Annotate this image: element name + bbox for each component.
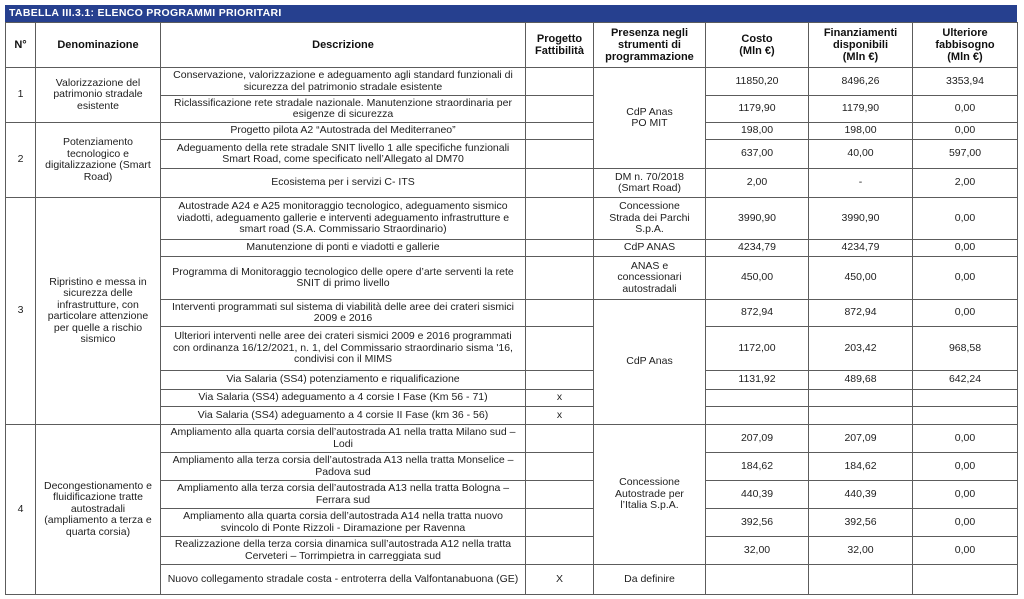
fabbisogno-cell: 2,00 [913, 169, 1018, 198]
denominazione-cell: Potenziamento tecnologico e digitalizzazione (Smart Road) [36, 123, 161, 198]
finanziamenti-cell [809, 565, 913, 595]
finanziamenti-cell [809, 390, 913, 407]
progetto-fattibilita-cell: x [526, 407, 594, 425]
finanziamenti-cell: 450,00 [809, 257, 913, 300]
descrizione-cell: Manutenzione di ponti e viadotti e gallerie [161, 240, 526, 257]
fabbisogno-cell: 642,24 [913, 371, 1018, 390]
programs-table [5, 22, 1018, 595]
costo-cell: 1172,00 [706, 327, 809, 371]
descrizione-cell: Ulteriori interventi nelle aree dei crateri sismici 2009 e 2016 programmati con ordinanza 16/12/2021, n. 1, del Commissario straordinario sisma '16, condivisi con il MIMS [161, 327, 526, 371]
progetto-fattibilita-cell [526, 509, 594, 537]
denominazione-cell: Ripristino e messa in sicurezza delle infrastrutture, con particolare attenzione per quelle a rischio sismico [36, 198, 161, 425]
costo-cell: 207,09 [706, 425, 809, 453]
fabbisogno-cell [913, 390, 1018, 407]
descrizione-cell: Progetto pilota A2 “Autostrada del Mediterraneo” [161, 123, 526, 140]
finanziamenti-cell: 3990,90 [809, 198, 913, 240]
header-line: disponibili [833, 39, 888, 51]
costo-cell: 198,00 [706, 123, 809, 140]
progetto-fattibilita-cell [526, 240, 594, 257]
finanziamenti-cell: 203,42 [809, 327, 913, 371]
header-line: (Mln €) [739, 45, 775, 57]
fabbisogno-cell: 0,00 [913, 198, 1018, 240]
progetto-fattibilita-cell [526, 198, 594, 240]
header-line: (Mln €) [842, 51, 879, 63]
progetto-fattibilita-cell [526, 327, 594, 371]
header-row [6, 23, 1018, 68]
table-row [6, 123, 1018, 140]
header-line: programmazione [605, 51, 694, 63]
presenza-cell: Da definire [594, 565, 706, 595]
progetto-fattibilita-cell [526, 140, 594, 169]
header-line: (Mln €) [947, 51, 983, 63]
costo-cell: 184,62 [706, 453, 809, 481]
fabbisogno-cell: 0,00 [913, 123, 1018, 140]
presenza-cell: CdP ANAS [594, 240, 706, 257]
header-line: Fattibilità [535, 45, 584, 57]
costo-cell: 1179,90 [706, 96, 809, 123]
progetto-fattibilita-cell [526, 96, 594, 123]
descrizione-cell: Nuovo collegamento stradale costa - entroterra della Valfontanabuona (GE) [161, 565, 526, 595]
progetto-fattibilita-cell [526, 425, 594, 453]
descrizione-cell: Programma di Monitoraggio tecnologico delle opere d’arte serventi la rete SNIT di primo livello [161, 257, 526, 300]
descrizione-cell: Ecosistema per i servizi C- ITS [161, 169, 526, 198]
fabbisogno-cell: 968,58 [913, 327, 1018, 371]
costo-cell: 392,56 [706, 509, 809, 537]
costo-cell: 32,00 [706, 537, 809, 565]
header-presenza [594, 23, 706, 68]
header-numero: N° [6, 23, 36, 68]
header-line: strumenti di [618, 39, 681, 51]
program-number-cell: 4 [6, 425, 36, 595]
descrizione-cell: Via Salaria (SS4) adeguamento a 4 corsie I Fase (Km 56 - 71) [161, 390, 526, 407]
progetto-fattibilita-cell: X [526, 565, 594, 595]
finanziamenti-cell: 872,94 [809, 300, 913, 327]
finanziamenti-cell: 489,68 [809, 371, 913, 390]
costo-cell: 1131,92 [706, 371, 809, 390]
presenza-line: PO MIT [631, 117, 668, 129]
progetto-fattibilita-cell [526, 371, 594, 390]
progetto-fattibilita-cell [526, 481, 594, 509]
presenza-cell: Concessione Autostrade per l’Italia S.p.A. [594, 425, 706, 565]
header-line: Presenza negli [610, 27, 689, 39]
descrizione-cell: Via Salaria (SS4) potenziamento e riqualificazione [161, 371, 526, 390]
fabbisogno-cell: 0,00 [913, 453, 1018, 481]
denominazione-cell: Decongestionamento e fluidificazione tratte autostradali (ampliamento a terza e quarta corsia) [36, 425, 161, 595]
descrizione-cell: Realizzazione della terza corsia dinamica sull’autostrada A12 nella tratta Cerveteri – Torrimpietra in carreggiata sud [161, 537, 526, 565]
finanziamenti-cell: 440,39 [809, 481, 913, 509]
program-number-cell: 3 [6, 198, 36, 425]
descrizione-cell: Ampliamento alla terza corsia dell’autostrada A13 nella tratta Bologna – Ferrara sud [161, 481, 526, 509]
finanziamenti-cell: 207,09 [809, 425, 913, 453]
header-fabbisogno [913, 23, 1018, 68]
descrizione-cell: Via Salaria (SS4) adeguamento a 4 corsie II Fase (km 36 - 56) [161, 407, 526, 425]
presenza-line: CdP Anas [626, 105, 673, 118]
progetto-fattibilita-cell [526, 453, 594, 481]
program-number-cell: 1 [6, 68, 36, 123]
header-line: Ulteriore [942, 27, 988, 39]
fabbisogno-cell: 0,00 [913, 509, 1018, 537]
finanziamenti-cell: 40,00 [809, 140, 913, 169]
descrizione-cell: Riclassificazione rete stradale nazionale. Manutenzione straordinaria per esigenze di sicurezza [161, 96, 526, 123]
descrizione-cell: Adeguamento della rete stradale SNIT livello 1 alle specifiche funzionali Smart Road, come specificato nell’Allegato al DM70 [161, 140, 526, 169]
denominazione-cell: Valorizzazione del patrimonio stradale esistente [36, 68, 161, 123]
finanziamenti-cell: 198,00 [809, 123, 913, 140]
costo-cell: 2,00 [706, 169, 809, 198]
costo-cell: 450,00 [706, 257, 809, 300]
fabbisogno-cell: 0,00 [913, 425, 1018, 453]
progetto-fattibilita-cell [526, 169, 594, 198]
finanziamenti-cell: 32,00 [809, 537, 913, 565]
costo-cell: 872,94 [706, 300, 809, 327]
table-row [6, 198, 1018, 240]
finanziamenti-cell: 8496,26 [809, 68, 913, 96]
fabbisogno-cell [913, 407, 1018, 425]
progetto-fattibilita-cell [526, 300, 594, 327]
costo-cell: 11850,20 [706, 68, 809, 96]
finanziamenti-cell: 1179,90 [809, 96, 913, 123]
descrizione-cell: Ampliamento alla quarta corsia dell’autostrada A14 nella tratta nuovo svincolo di Ponte Rizzoli - Diramazione per Ravenna [161, 509, 526, 537]
finanziamenti-cell: 392,56 [809, 509, 913, 537]
header-descrizione: Descrizione [161, 23, 526, 68]
presenza-cell: CdP Anas [594, 300, 706, 425]
header-denominazione: Denominazione [36, 23, 161, 68]
finanziamenti-cell: - [809, 169, 913, 198]
table-row [6, 425, 1018, 453]
table-title: TABELLA III.3.1: ELENCO PROGRAMMI PRIORITARI [5, 5, 1017, 22]
fabbisogno-cell: 597,00 [913, 140, 1018, 169]
header-finanziamenti [809, 23, 913, 68]
costo-cell [706, 390, 809, 407]
costo-cell: 440,39 [706, 481, 809, 509]
descrizione-cell: Interventi programmati sul sistema di viabilità delle aree dei crateri sismici 2009 e 2016 [161, 300, 526, 327]
finanziamenti-cell: 184,62 [809, 453, 913, 481]
descrizione-cell: Conservazione, valorizzazione e adeguamento agli standard funzionali di sicurezza del patrimonio stradale esistente [161, 68, 526, 96]
progetto-fattibilita-cell [526, 257, 594, 300]
costo-cell [706, 407, 809, 425]
header-line: fabbisogno [935, 39, 995, 51]
costo-cell [706, 565, 809, 595]
header-line: Finanziamenti [823, 27, 898, 39]
progetto-fattibilita-cell [526, 537, 594, 565]
fabbisogno-cell: 0,00 [913, 537, 1018, 565]
fabbisogno-cell: 0,00 [913, 240, 1018, 257]
progetto-fattibilita-cell: x [526, 390, 594, 407]
table-row [6, 68, 1018, 96]
header-line: Costo [741, 33, 773, 45]
fabbisogno-cell: 0,00 [913, 481, 1018, 509]
fabbisogno-cell: 0,00 [913, 300, 1018, 327]
presenza-cell [594, 68, 706, 169]
progetto-fattibilita-cell [526, 123, 594, 140]
descrizione-cell: Ampliamento alla terza corsia dell’autostrada A13 nella tratta Monselice – Padova sud [161, 453, 526, 481]
header-progetto-fattibilita [526, 23, 594, 68]
descrizione-cell: Ampliamento alla quarta corsia dell’autostrada A1 nella tratta Milano sud – Lodi [161, 425, 526, 453]
presenza-cell: Concessione Strada dei Parchi S.p.A. [594, 198, 706, 240]
costo-cell: 4234,79 [706, 240, 809, 257]
presenza-cell: DM n. 70/2018 (Smart Road) [594, 169, 706, 198]
header-costo [706, 23, 809, 68]
presenza-cell: ANAS e concessionari autostradali [594, 257, 706, 300]
fabbisogno-cell [913, 565, 1018, 595]
header-line: Progetto [536, 33, 583, 45]
fabbisogno-cell: 0,00 [913, 96, 1018, 123]
program-number-cell: 2 [6, 123, 36, 198]
costo-cell: 3990,90 [706, 198, 809, 240]
descrizione-cell: Autostrade A24 e A25 monitoraggio tecnologico, adeguamento sismico viadotti, adeguamento gallerie e interventi adeguamento infrastrutture e smart road (S.A. Commissario Straordinario) [161, 198, 526, 240]
finanziamenti-cell: 4234,79 [809, 240, 913, 257]
finanziamenti-cell [809, 407, 913, 425]
fabbisogno-cell: 3353,94 [913, 68, 1018, 96]
progetto-fattibilita-cell [526, 68, 594, 96]
fabbisogno-cell: 0,00 [913, 257, 1018, 300]
costo-cell: 637,00 [706, 140, 809, 169]
